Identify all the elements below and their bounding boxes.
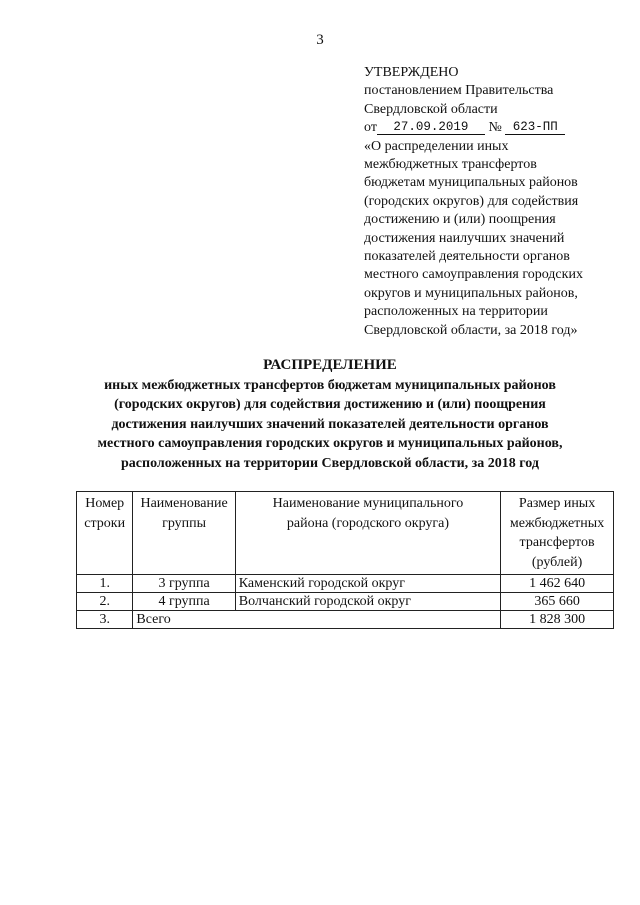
approval-date-line — [364, 119, 624, 137]
approval-title-line: бюджетам муниципальных районов — [364, 175, 578, 191]
heading-line: (городских округов) для содействия достижению и (или) поощрения — [114, 397, 546, 412]
district-cell: Каменский городской округ — [235, 575, 500, 593]
table-header-row — [77, 492, 614, 575]
header-row-number — [77, 492, 133, 575]
heading-title: РАСПРЕДЕЛЕНИЕ — [263, 357, 397, 373]
header-text: группы — [162, 515, 207, 531]
approval-title-line: расположенных на территории — [364, 304, 548, 320]
header-text: межбюджетных — [509, 515, 605, 531]
header-text: (рублей) — [531, 554, 583, 570]
district-cell: Волчанский городской округ — [235, 593, 500, 611]
row-number-cell: 2. — [77, 593, 133, 611]
row-number-cell: 3. — [77, 611, 133, 629]
header-text: Номер — [85, 496, 125, 511]
approval-title-line: округов и муниципальных районов, — [364, 285, 578, 301]
date-prefix: от — [364, 120, 377, 136]
approval-title-line: «О распределении иных — [364, 138, 509, 154]
approval-title-line: (городских округов) для содействия — [364, 193, 579, 209]
header-district — [235, 492, 500, 575]
heading-line: достижения наилучших значений показателей деятельности органов — [111, 416, 549, 432]
heading-line: иных межбюджетных трансфертов бюджетам муниципальных районов — [104, 377, 556, 393]
approval-line-2: Свердловской области — [364, 101, 498, 117]
amount-cell: 1 462 640 — [501, 575, 614, 593]
amount-cell: 365 660 — [501, 593, 614, 611]
approval-title-line: достижению и (или) поощрения — [364, 212, 556, 228]
approval-title-line: достижения наилучших значений — [364, 230, 565, 246]
heading-line: местного самоуправления городских округов и муниципальных районов, — [97, 436, 563, 451]
header-group — [133, 492, 235, 575]
header-text: района (городского округа) — [286, 515, 450, 531]
approval-number: 623-ПП — [505, 120, 565, 135]
row-number-cell: 1. — [77, 575, 133, 593]
total-label-cell: Всего — [133, 611, 501, 629]
header-text: трансфертов — [519, 535, 595, 550]
distribution-table — [76, 491, 614, 629]
table-row — [77, 593, 614, 611]
total-amount-cell: 1 828 300 — [501, 611, 614, 629]
approval-title-line: местного самоуправления городских — [364, 267, 583, 283]
document-heading — [60, 356, 600, 473]
approval-title-line: показателей деятельности органов — [364, 249, 570, 265]
heading-line: расположенных на территории Свердловской области, за 2018 год — [121, 455, 539, 471]
table-row — [77, 575, 614, 593]
approval-block — [364, 64, 624, 340]
approval-date: 27.09.2019 — [377, 120, 485, 135]
approval-title-line: межбюджетных трансфертов — [364, 157, 537, 173]
approval-line-1: постановлением Правительства — [364, 83, 554, 99]
header-text: строки — [84, 515, 126, 531]
header-text: Размер иных — [518, 496, 596, 511]
number-prefix: № — [488, 120, 502, 136]
approval-stamp: УТВЕРЖДЕНО — [364, 65, 459, 80]
page-number: 3 — [316, 32, 324, 48]
group-cell: 4 группа — [133, 593, 235, 611]
table-total-row — [77, 611, 614, 629]
group-cell: 3 группа — [133, 575, 235, 593]
header-text: Наименование — [140, 496, 228, 511]
header-amount — [501, 492, 614, 575]
approval-title-line: Свердловской области, за 2018 год» — [364, 322, 578, 338]
header-text: Наименование муниципального — [272, 496, 464, 511]
